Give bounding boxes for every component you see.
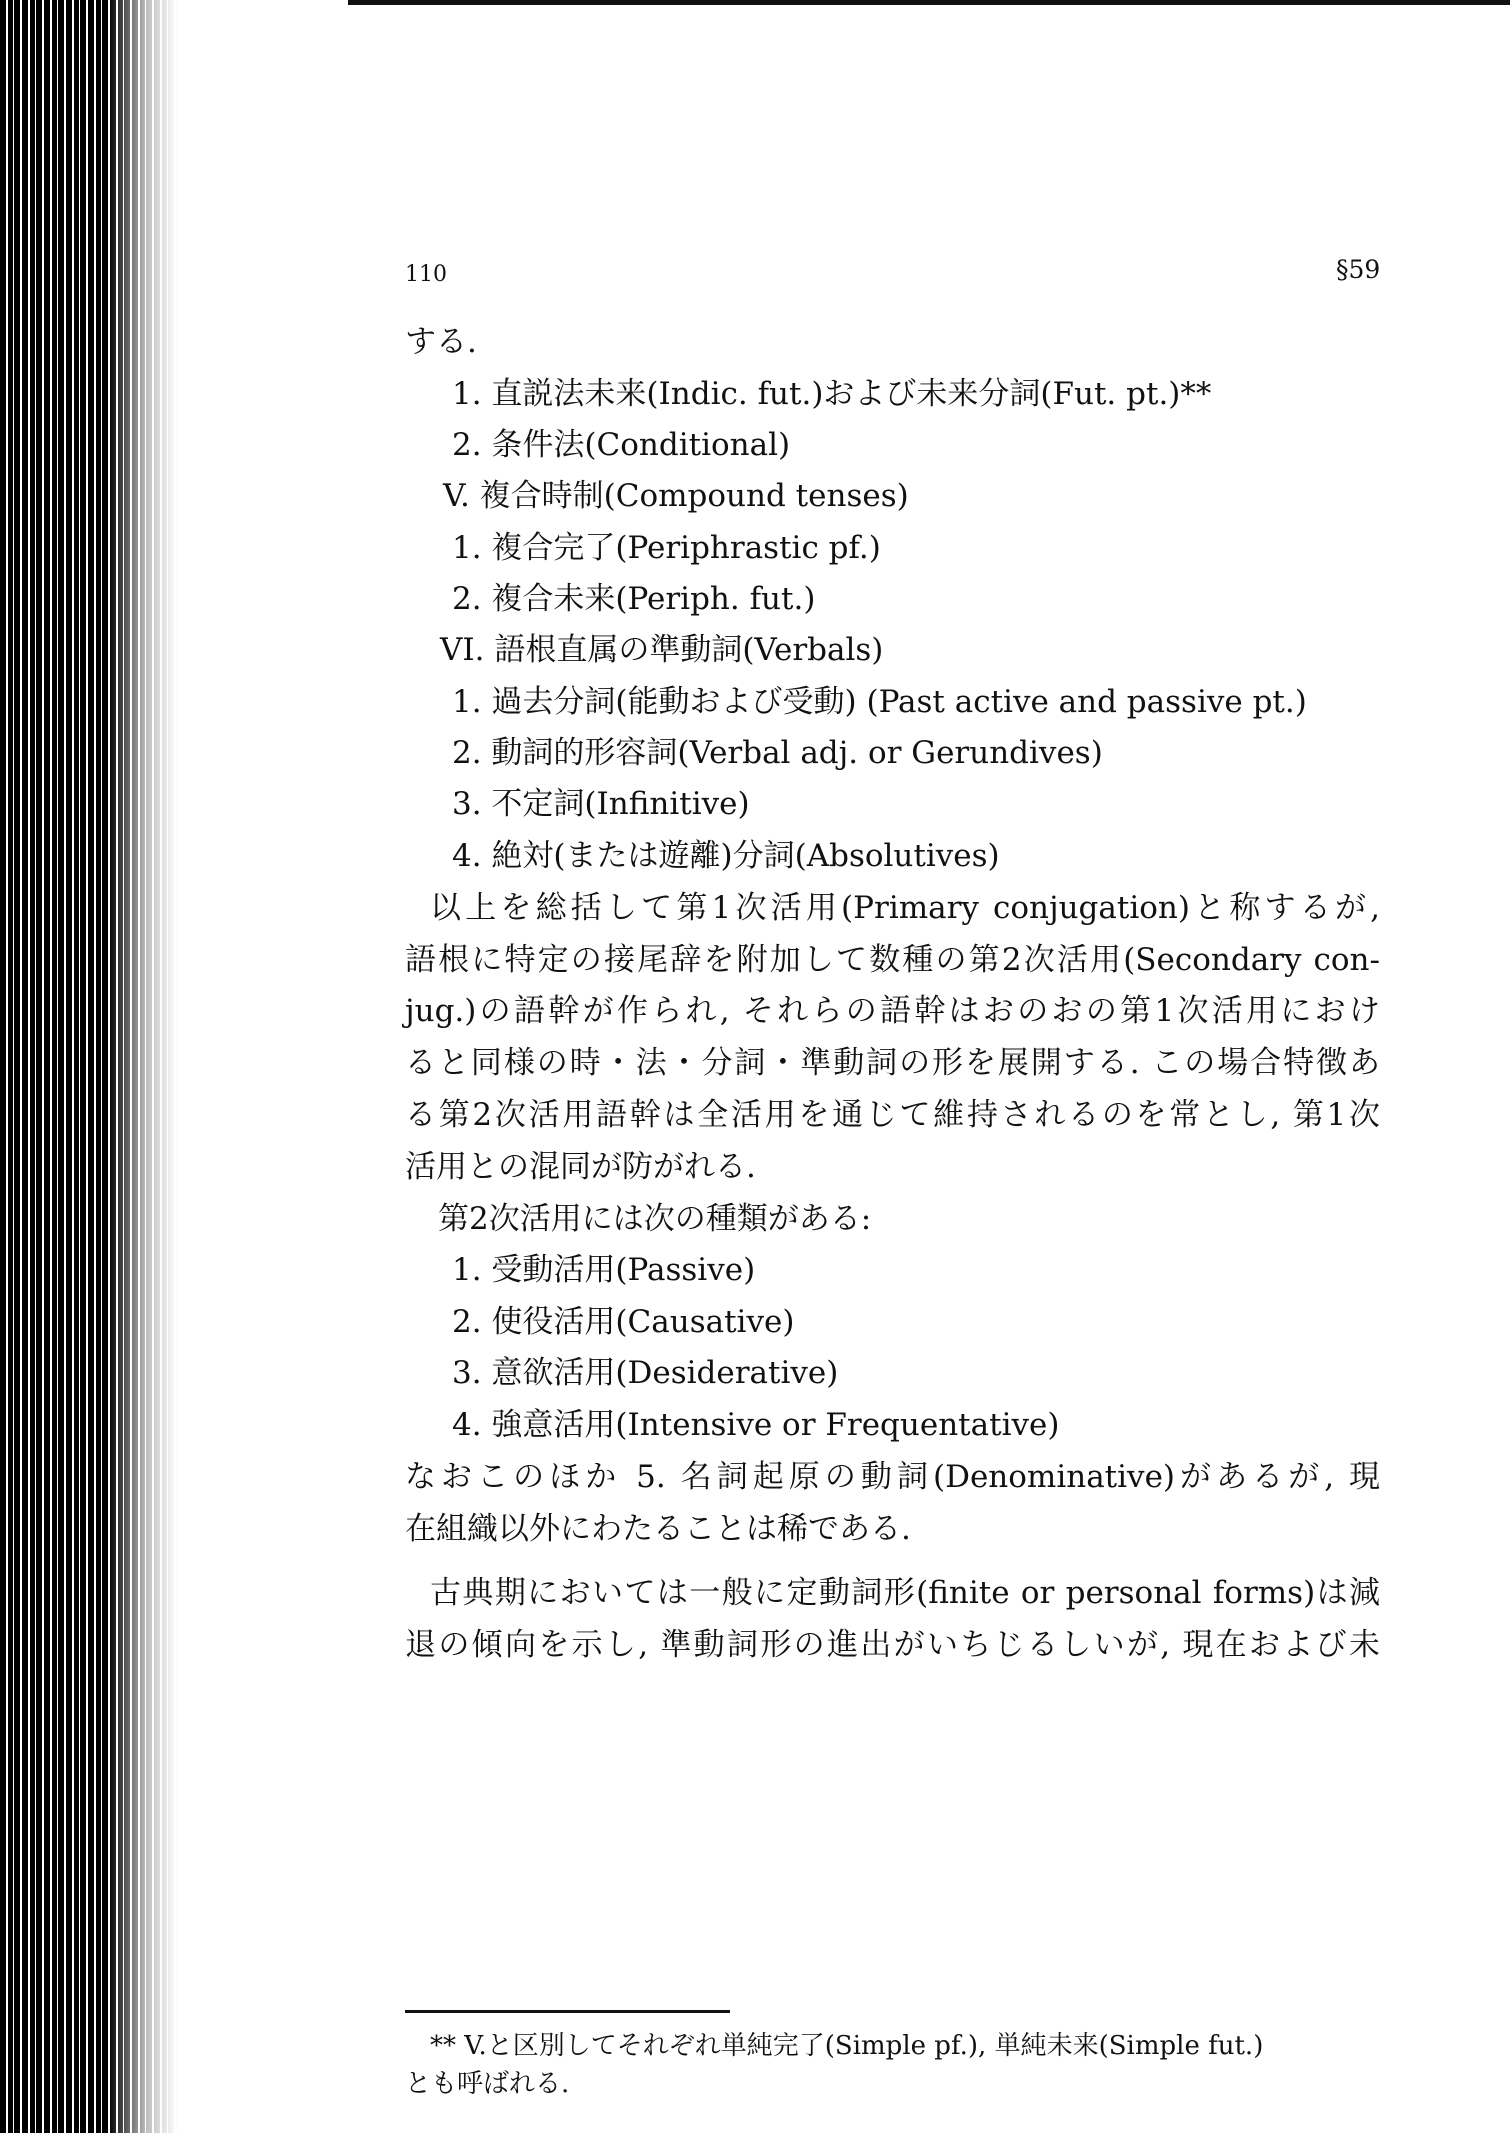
list-item: 1. 過去分詞(能動および受動) (Past active and passive pt.) <box>452 684 1307 720</box>
scanned-page-edge <box>0 0 178 2133</box>
paragraph-line: る第2次活用語幹は全活用を通じて維持されるのを常とし, 第1次 <box>405 1097 1380 1133</box>
list-heading: V. 複合時制(Compound tenses) <box>443 478 909 514</box>
list-item: 2. 使役活用(Causative) <box>452 1304 795 1340</box>
footnote-line: とも呼ばれる. <box>405 2069 570 2099</box>
list-item: 4. 絶対(または遊離)分詞(Absolutives) <box>452 838 1000 874</box>
footnote-divider <box>405 2010 730 2013</box>
list-item: 3. 意欲活用(Desiderative) <box>452 1355 839 1391</box>
paragraph-line: 語根に特定の接尾辞を附加して数種の第2次活用(Secondary con- <box>405 942 1380 978</box>
list-item: 1. 直説法未来(Indic. fut.)および未来分詞(Fut. pt.)** <box>452 376 1212 412</box>
list-heading: VI. 語根直属の準動詞(Verbals) <box>440 632 884 668</box>
paragraph-line: なおこのほか 5. 名詞起原の動詞(Denominative)があるが, 現 <box>405 1459 1380 1495</box>
paragraph-line: 退の傾向を示し, 準動詞形の進出がいちじるしいが, 現在および未 <box>405 1627 1380 1663</box>
list-item: 2. 複合未来(Periph. fut.) <box>452 581 816 617</box>
list-item: 4. 強意活用(Intensive or Frequentative) <box>452 1407 1060 1443</box>
paragraph-line: 以上を総括して第1次活用(Primary conjugation)と称するが, <box>430 890 1380 926</box>
top-border-rule <box>348 0 1510 5</box>
list-item: 1. 複合完了(Periphrastic pf.) <box>452 530 881 566</box>
list-item: 1. 受動活用(Passive) <box>452 1252 756 1288</box>
list-item: 2. 条件法(Conditional) <box>452 427 791 463</box>
footnote-line: ** V.と区別してそれぞれ単純完了(Simple pf.), 単純未来(Simple fut.) <box>430 2031 1264 2061</box>
section-heading: §59 <box>1336 255 1381 284</box>
list-item: 3. 不定詞(Infinitive) <box>452 786 750 822</box>
page-number: 110 <box>405 262 447 287</box>
text-line: 第2次活用には次の種類がある: <box>438 1201 872 1237</box>
list-item: 2. 動詞的形容詞(Verbal adj. or Gerundives) <box>452 735 1103 771</box>
paragraph-line: 古典期においては一般に定動詞形(finite or personal forms)は減 <box>430 1575 1380 1611</box>
paragraph-line: 在組織以外にわたることは稀である. <box>405 1511 911 1547</box>
paragraph-line: jug.)の語幹が作られ, それらの語幹はおのおの第1次活用におけ <box>405 993 1380 1029</box>
paragraph-line: ると同様の時・法・分詞・準動詞の形を展開する. この場合特徴あ <box>405 1045 1380 1081</box>
text-line: する. <box>405 324 477 360</box>
paragraph-line: 活用との混同が防がれる. <box>405 1149 756 1185</box>
